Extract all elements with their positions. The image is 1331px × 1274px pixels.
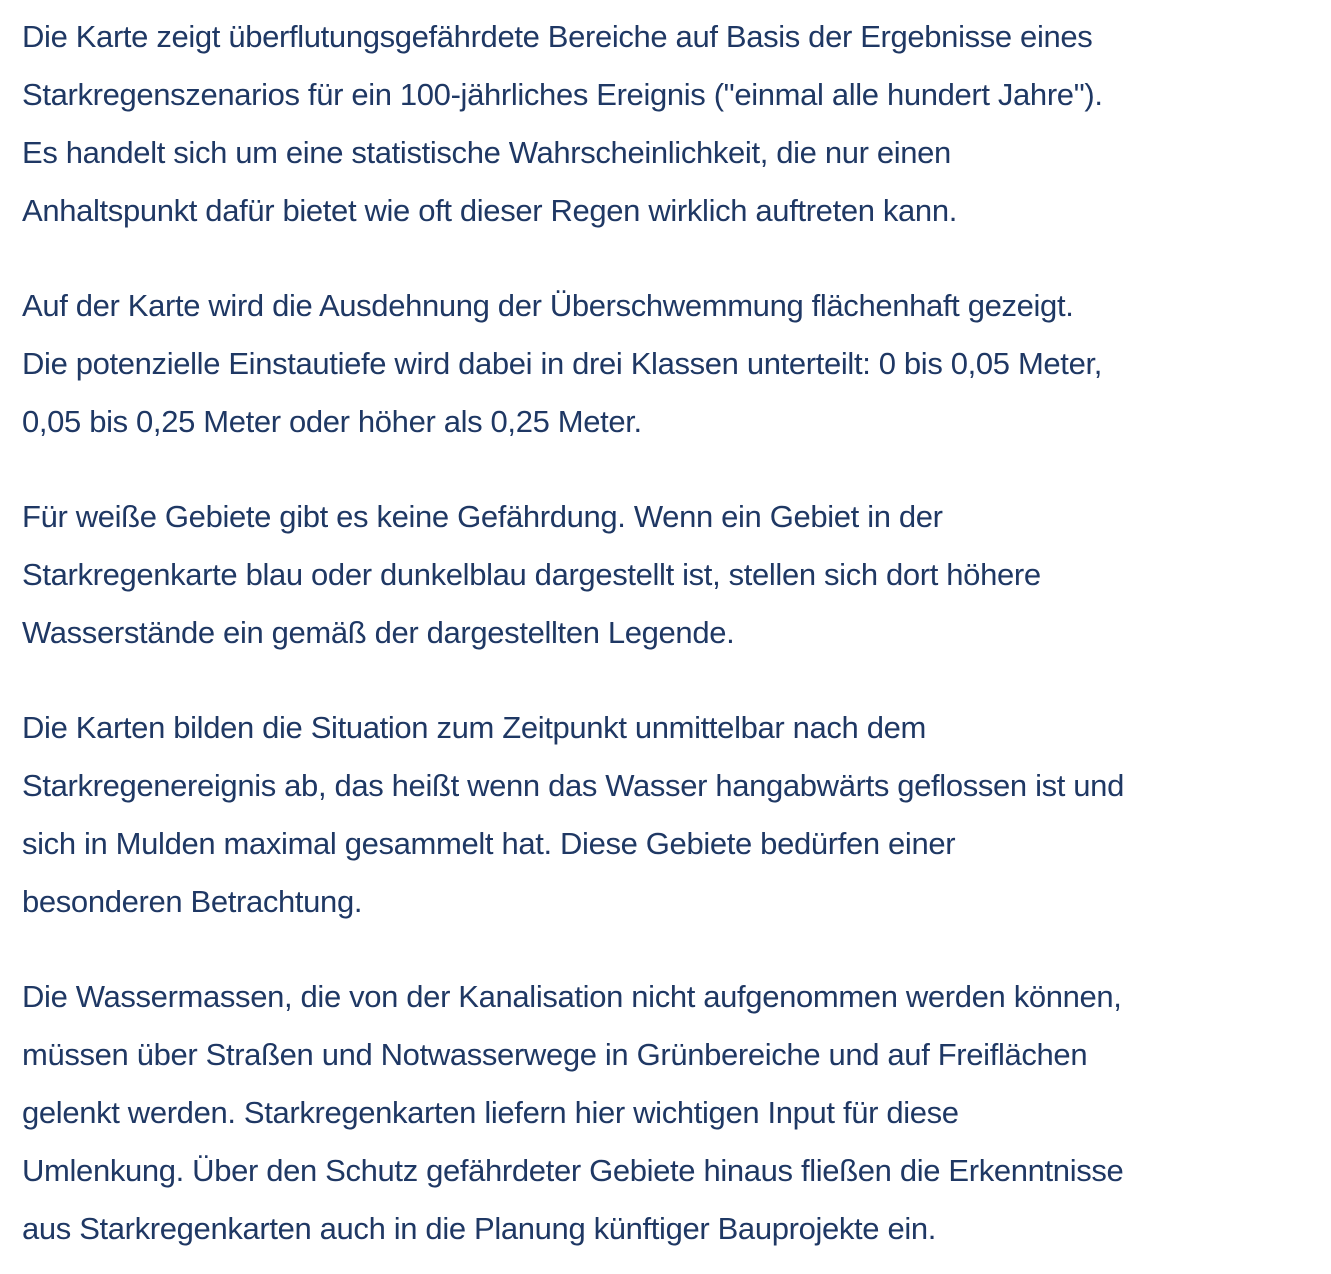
text-line: Starkregenszenarios für ein 100-jährliches Ereignis ("einmal alle hundert Jahre"). (22, 77, 1103, 112)
text-line: Starkregenkarte blau oder dunkelblau dargestellt ist, stellen sich dort höhere (22, 557, 1041, 592)
text-line: Auf der Karte wird die Ausdehnung der Überschwemmung flächenhaft gezeigt. (22, 288, 1074, 323)
text-line: sich in Mulden maximal gesammelt hat. Diese Gebiete bedürfen einer (22, 826, 956, 861)
text-line: Die potenzielle Einstautiefe wird dabei in drei Klassen unterteilt: 0 bis 0,05 Meter, (22, 346, 1102, 381)
text-line: besonderen Betrachtung. (22, 884, 363, 919)
text-line: Anhaltspunkt dafür bietet wie oft dieser Regen wirklich auftreten kann. (22, 193, 957, 228)
paragraph-water-masses (22, 968, 1307, 1258)
text-line: Starkregenereignis ab, das heißt wenn das Wasser hangabwärts geflossen ist und (22, 768, 1124, 803)
paragraph-depth-classes (22, 277, 1307, 451)
text-line: Die Karten bilden die Situation zum Zeitpunkt unmittelbar nach dem (22, 710, 926, 745)
text-line: Es handelt sich um eine statistische Wahrscheinlichkeit, die nur einen (22, 135, 951, 170)
text-line: Wasserstände ein gemäß der dargestellten Legende. (22, 615, 735, 650)
text-line: Für weiße Gebiete gibt es keine Gefährdung. Wenn ein Gebiet in der (22, 499, 943, 534)
text-line: Umlenkung. Über den Schutz gefährdeter Gebiete hinaus fließen die Erkenntnisse (22, 1153, 1124, 1188)
paragraph-legend (22, 488, 1307, 662)
text-line: müssen über Straßen und Notwasserwege in Grünbereiche und auf Freiflächen (22, 1037, 1088, 1072)
paragraph-intro (22, 8, 1307, 240)
paragraph-situation (22, 699, 1307, 931)
text-line: gelenkt werden. Starkregenkarten liefern hier wichtigen Input für diese (22, 1095, 959, 1130)
text-line: Die Karte zeigt überflutungsgefährdete Bereiche auf Basis der Ergebnisse eines (22, 19, 1093, 54)
text-line: Die Wassermassen, die von der Kanalisation nicht aufgenommen werden können, (22, 979, 1122, 1014)
text-line: 0,05 bis 0,25 Meter oder höher als 0,25 Meter. (22, 404, 642, 439)
text-line: aus Starkregenkarten auch in die Planung künftiger Bauprojekte ein. (22, 1211, 937, 1246)
